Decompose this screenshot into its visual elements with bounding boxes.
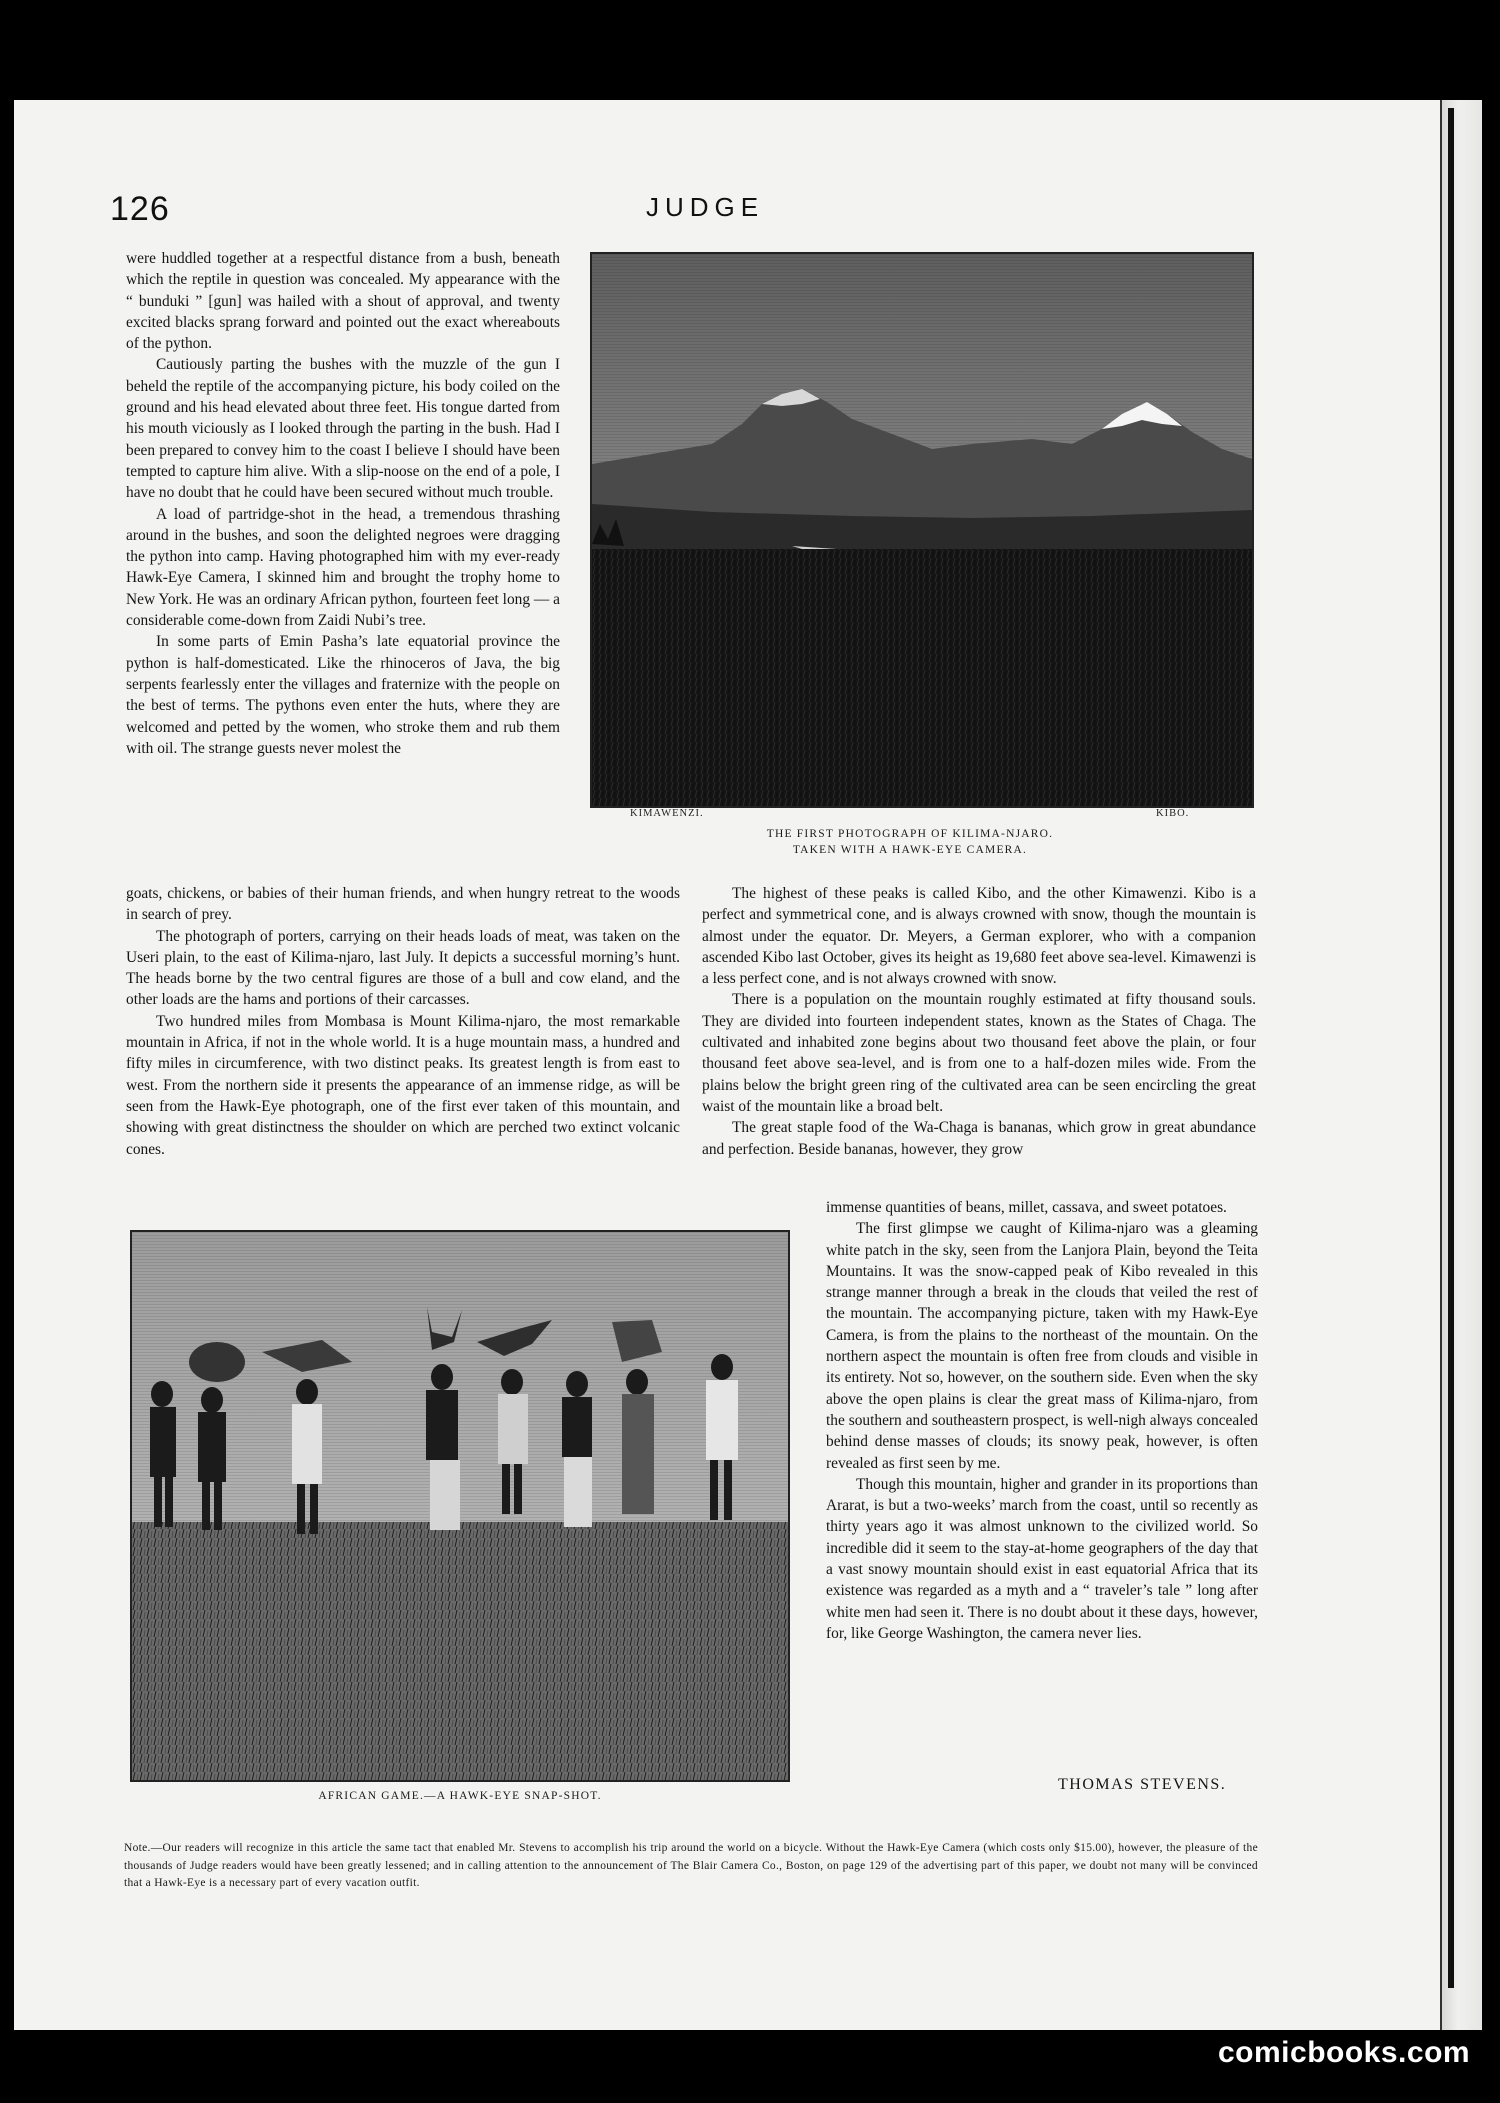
paragraph: Though this mountain, higher and grander in its proportions than Ararat, is but a two-weeks’ march from the coast, until so recently as thirty years ago it was almost unknown to the civilized world. So incredible did it seem to the stay-at-home geographers of the day that a vast snowy mountain should exist in east equatorial Africa that its existence was regarded as a myth and a “ traveler’s tale ” long after white men had seen it. There is no doubt about it these days, however, for, like George Washington, the camera never lies. — [826, 1475, 1258, 1642]
paragraph: Two hundred miles from Mombasa is Mount Kilima-njaro, the most remarkable mountain in Africa, if not in the whole world. It is a huge mountain mass, a hundred and fifty miles in circumference, with two distinct peaks. Its greatest length is from east to west. From the northern side it presents the appearance of an immense ridge, as will be seen from the Hawk-Eye photograph, one of the first ever taken of this mountain, and showing with great distinctness the shoulder on which are perched two extinct volcanic cones. — [126, 1012, 680, 1158]
article-left-column-lower — [126, 883, 680, 1160]
paragraph: Cautiously parting the bushes with the muzzle of the gun I beheld the reptile of the accompanying picture, his body coiled on the ground and his head elevated about three feet. His tongue darted from his mouth viciously as I looked through the parting in the bush. Had I been prepared to convey him to the coast I believe I should have been tempted to capture him alive. With a slip-noose on the end of a pole, I have no doubt that he could have been secured without much trouble. — [126, 356, 560, 502]
paragraph: There is a population on the mountain roughly estimated at fifty thousand souls. They are divided into fourteen independent states, known as the States of Chaga. The cultivated and inhabited zone begins about two thousand feet above the plain, or four thousand feet above sea-level, and is from one to a half-dozen miles wide. From the plains below the bright green ring of the cultivated area can be seen encircling the great waist of the mountain like a broad belt. — [702, 991, 1256, 1115]
paragraph: The highest of these peaks is called Kibo, and the other Kimawenzi. Kibo is a perfect and symmetrical cone, and is always crowned with snow, though the mountain is almost under the equator. Dr. Meyers, a German explorer, who with a companion ascended Kibo last October, gives its height as 19,680 feet above sea-level. Kimawenzi is a less perfect cone, and is not always crowned with snow. — [702, 885, 1256, 988]
article-left-column — [126, 248, 560, 759]
african-game-caption: AFRICAN GAME.—A HAWK-EYE SNAP-SHOT. — [318, 1790, 602, 1802]
magazine-title: JUDGE — [645, 192, 765, 222]
photo-label-kimawenzi: KIMAWENZI. — [630, 808, 704, 819]
kilimanjaro-illustration — [592, 254, 1252, 806]
paragraph: The first glimpse we caught of Kilima-njaro was a gleaming white patch in the sky, seen from the Lanjora Plain, beyond the Teita Mountains. It was the snow-capped peak of Kibo revealed in this strange manner through a break in the clouds that veiled the rest of the mountain. The accompanying picture, taken with my Hawk-Eye Camera, is from the plains to the northeast of the mountain. On the northern aspect the mountain is often free from clouds and visible in its entirety. Not so, however, on the southern side. Even when the sky above the open plains is clear the great mass of Kilima-njaro, from the southern and southeastern prospect, is well-nigh always concealed behind dense masses of clouds; its snowy peak, however, is often revealed as first seen by me. — [826, 1220, 1258, 1472]
site-watermark: comicbooks.com — [1218, 2036, 1471, 2069]
caption-line: THE FIRST PHOTOGRAPH OF KILIMA-NJARO. — [766, 828, 1054, 840]
african-game-photograph — [130, 1230, 790, 1782]
paragraph: were huddled together at a respectful distance from a bush, beneath which the reptile in question was concealed. My appearance with the “ bunduki ” [gun] was hailed with a shout of approval, and twenty excited blacks sprang forward and pointed out the exact whereabouts of the python. — [126, 250, 560, 353]
paragraph: goats, chickens, or babies of their human friends, and when hungry retreat to the woods in search of prey. — [126, 885, 680, 924]
paragraph: A load of partridge-shot in the head, a tremendous thrashing around in the bushes, and soon the delighted negroes were dragging the python into camp. Having photographed him with my ever-ready Hawk-Eye Camera, I skinned him and brought the trophy home to New York. He was an ordinary African python, fourteen feet long — a considerable come-down from Zaidi Nubi’s tree. — [126, 505, 560, 630]
paragraph: In some parts of Emin Pasha’s late equatorial province the python is half-domesticated. Like the rhinoceros of Java, the big serpents fearlessly enter the villages and fraternize with the people on the best of terms. The pythons even enter the huts, where they are welcomed and petted by the women, who stroke them and rub them with oil. The strange guests never molest the — [126, 633, 560, 757]
page-number: 126 — [110, 190, 170, 228]
author-signature: THOMAS STEVENS. — [1058, 1776, 1227, 1793]
kilimanjaro-photo-caption — [700, 826, 1120, 858]
caption-line: TAKEN WITH A HAWK-EYE CAMERA. — [792, 844, 1028, 856]
paragraph: immense quantities of beans, millet, cassava, and sweet potatoes. — [826, 1199, 1227, 1216]
binding-shadow — [1448, 108, 1454, 1988]
paragraph: The photograph of porters, carrying on their heads loads of meat, was taken on the Useri plain, to the east of Kilima-njaro, last July. It depicts a successful morning’s hunt. The heads borne by the two central figures are those of a bull and cow eland, and the other loads are the hams and portions of their carcasses. — [126, 927, 680, 1009]
article-right-column — [702, 883, 1256, 1160]
porters-illustration — [132, 1232, 788, 1780]
paragraph: The great staple food of the Wa-Chaga is bananas, which grow in great abundance and perfection. Beside bananas, however, they grow — [702, 1119, 1256, 1158]
article-right-column-lower — [826, 1197, 1258, 1644]
photo-label-kibo: KIBO. — [1156, 808, 1190, 819]
kilimanjaro-photograph — [590, 252, 1254, 808]
editor-note: Note.—Our readers will recognize in this article the same tact that enabled Mr. Stevens to accomplish his trip around the world on a bicycle. Without the Hawk-Eye Camera (which costs only $15.00), however, the pleasure of the thousands of Judge readers would have been greatly lessened; and in calling attention to the announcement of The Blair Camera Co., Boston, on page 129 of the advertising part of this paper, we doubt not many will be convinced that a Hawk-Eye is a necessary part of every vacation outfit. — [124, 1842, 1258, 1889]
